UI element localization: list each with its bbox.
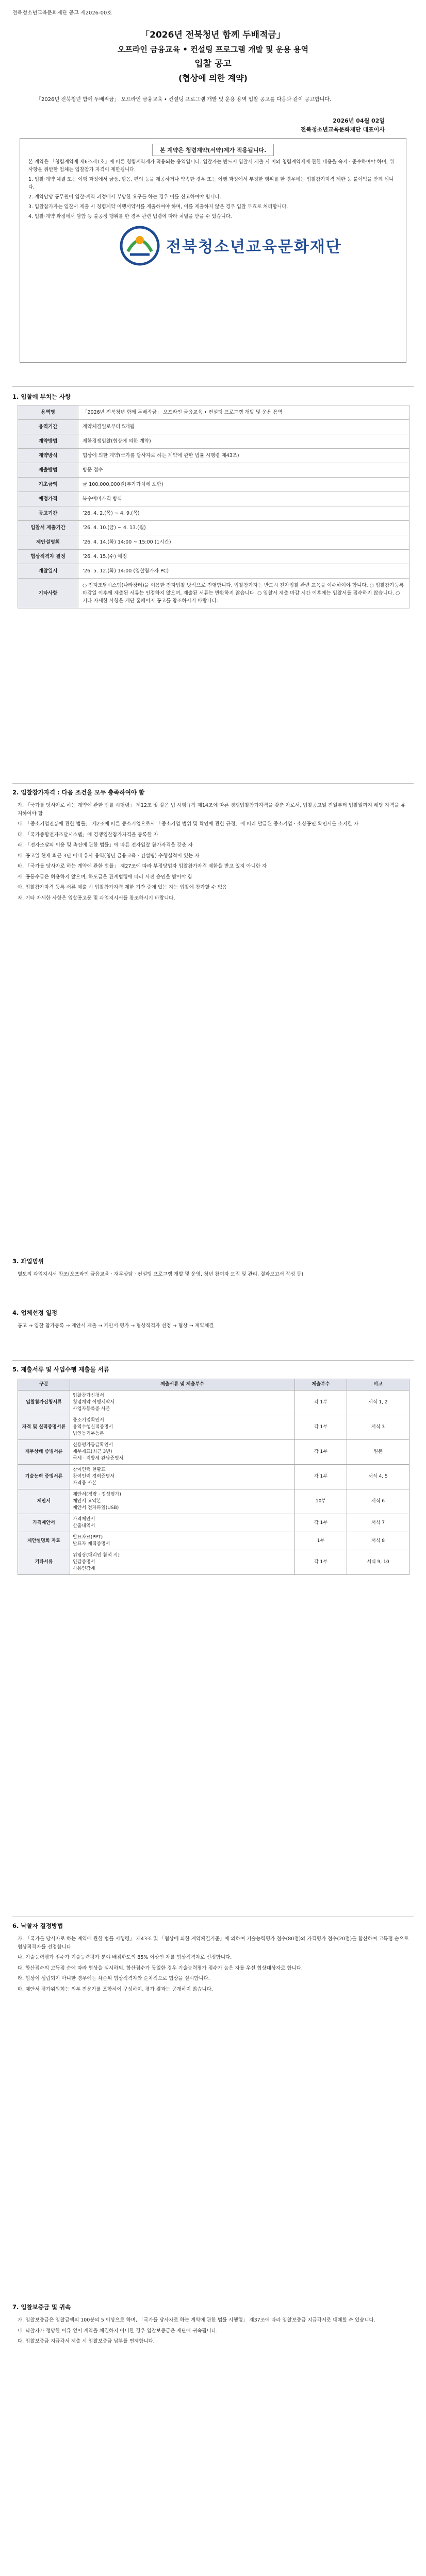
- table-row: 계약방법 제한경쟁입찰(협상에 의한 계약): [18, 434, 409, 449]
- table-row: 개찰일시 ’26. 5. 12.(화) 14:00 (입찰참가자 PC): [18, 564, 409, 579]
- divider: [12, 783, 414, 784]
- title-line-3: 입찰 공고: [194, 59, 232, 69]
- issue-date-block: [301, 116, 385, 134]
- list-item: 라. 「전자조달의 이용 및 촉진에 관한 법률」에 따른 전자입찰 참가자격을 갖춘 자: [18, 842, 193, 848]
- list-item: 사. 공동수급은 허용하지 않으며, 하도급은 관계법령에 따라 사전 승인을 받아야 함: [18, 874, 193, 880]
- integrity-rule: 2. 계약담당 공무원이 입찰·계약 과정에서 부당한 요구를 하는 경우 이를 신고하여야 합니다.: [28, 194, 221, 200]
- list-item: 자. 기타 자세한 사항은 입찰공고문 및 과업지시서를 참조하시기 바랍니다.: [18, 895, 175, 901]
- table-row: 제안설명회 자료 발표자료(PPT) 발표자 재직증명서 1부 서식 8: [18, 1532, 409, 1550]
- foundation-logo-text: 전북청소년교육문화재단: [166, 238, 342, 256]
- table-row: 기술능력 증빙서류 참여인력 현황표 참여인력 경력증명서 자격증 사본 각 1부 서식 4, 5: [18, 1465, 409, 1489]
- foundation-logo-icon: [119, 225, 161, 267]
- issue-date: 2026년 04월 02일: [333, 117, 385, 124]
- bid-info-table: [18, 405, 409, 608]
- title-line-2: 오프라인 금융교육 • 컨설팅 프로그램 개발 및 운용 용역: [117, 45, 309, 54]
- section-6-body: [18, 1935, 409, 1996]
- list-item: 라. 협상이 성립되지 아니한 경우에는 차순위 협상적격자와 순차적으로 협상을 실시합니다.: [18, 1976, 210, 1981]
- section-6-heading: 6. 낙찰자 결정방법: [12, 1922, 63, 1929]
- section-4-body: [18, 1322, 409, 1333]
- list-item: 가. 입찰보증금은 입찰금액의 100분의 5 이상으로 하며, 「국가를 당사자로 하는 계약에 관한 법률 시행령」 제37조에 따라 입찰보증금 지급각서로 대체할 수 있습니다.: [18, 2317, 375, 2323]
- section-3-heading: 3. 과업범위: [12, 1258, 44, 1265]
- integrity-rules: [28, 158, 398, 223]
- list-item: 마. 공고일 현재 최근 3년 이내 유사 용역(청년 금융교육 · 컨설팅) 수행실적이 있는 자: [18, 853, 200, 859]
- list-item: 다. 「국가종합전자조달시스템」에 경쟁입찰참가자격을 등록한 자: [18, 832, 158, 838]
- table-row: 기타서류 위임장(대리인 참석 시) 인감증명서 사용인감계 각 1부 서식 9, 10: [18, 1550, 409, 1575]
- schedule-text: 공고 → 입찰 참가등록 → 제안서 제출 → 제안서 평가 → 협상적격자 선정 → 협상 → 계약체결: [18, 1323, 214, 1329]
- table-row: 협상적격자 결정 ’26. 4. 15.(수) 예정: [18, 550, 409, 564]
- section-5-heading: 5. 제출서류 및 사업수행 제출물 서류: [12, 1366, 109, 1373]
- list-item: 마. 제안서 평가위원회는 외부 전문가를 포함하여 구성하며, 평가 결과는 공개하지 않습니다.: [18, 1986, 213, 1992]
- table-row: 용역기간 계약체결일로부터 5개월: [18, 420, 409, 434]
- title-line-4: (협상에 의한 계약): [178, 73, 248, 83]
- title-line-1: 「2026년 전북청년 함께 두배적금」: [141, 30, 285, 40]
- section-4-heading: 4. 업체선정 일정: [12, 1309, 58, 1316]
- table-row: 가격제안서 가격제안서 산출내역서 각 1부 서식 7: [18, 1514, 409, 1532]
- intro-text: 「2026년 전북청년 함께 두배적금」 오프라인 금융교육 • 컨설팅 프로그램 개발 및 운용 용역 입찰 공고를 다음과 같이 공고합니다.: [36, 97, 332, 103]
- table-row: 공고기간 ’26. 4. 2.(목) ~ 4. 9.(목): [18, 506, 409, 521]
- table-row: 입찰참가신청서류 입찰참가신청서 청렴계약 이행서약서 사업자등록증 사본 각 1부 서식 1, 2: [18, 1391, 409, 1415]
- list-item: 바. 「국가를 당사자로 하는 계약에 관한 법률」 제27조에 따라 부정당업자 입찰참가자격 제한을 받고 있지 아니한 자: [18, 863, 267, 869]
- table-row: 계약방식 협상에 의한 계약(국가를 당사자로 하는 계약에 관한 법률 시행령 제43조): [18, 449, 409, 463]
- scope-text: 별도의 과업지시서 참조(오프라인 금융교육 · 재무상담 · 컨설팅 프로그램 개발 및 운영, 청년 참여자 모집 및 관리, 결과보고서 작성 등): [18, 1272, 304, 1277]
- list-item: 나. 「중소기업진흥에 관한 법률」 제2조에 따른 중소기업으로서 「중소기업 범위 및 확인에 관한 규정」에 따라 발급된 중소기업 · 소상공인 확인서를 소지한 자: [18, 821, 359, 827]
- submission-docs-table: [18, 1379, 409, 1575]
- section-1-heading: 1. 입찰에 부치는 사항: [12, 393, 71, 400]
- table-row: 자격 및 실적증명서류 중소기업확인서 용역수행실적증명서 법인등기부등본 각 1부 서식 3: [18, 1415, 409, 1440]
- list-item: 나. 기술능력평가 점수가 기술능력평가 분야 배점한도의 85% 이상인 자를 협상적격자로 선정합니다.: [18, 1955, 232, 1960]
- integrity-notice-heading: 본 계약은 청렴계약(서약)제가 적용됩니다.: [152, 144, 274, 156]
- table-row: 재무상태 증빙서류 신용평가등급확인서 재무제표(최근 3년) 국세 · 지방세 완납증명서 각 1부 원본: [18, 1440, 409, 1465]
- issuer-name: 전북청소년교육문화재단 대표이사: [300, 126, 385, 133]
- table-row: 기초금액 금 100,000,000원(부가가치세 포함): [18, 478, 409, 492]
- list-item: 가. 「국가를 당사자로 하는 계약에 관한 법률 시행령」 제43조 및 「협상에 의한 계약체결기준」에 의하여 기술능력평가 점수(80점)와 가격평가 점수(20점)를 합산하여 고득점 순으로 협상적격자를 선정합니다.: [18, 1936, 409, 1950]
- list-item: 다. 합산점수의 고득점 순에 따라 협상을 실시하되, 합산점수가 동일한 경우 기술능력평가 점수가 높은 자를 우선 협상대상자로 합니다.: [18, 1965, 303, 1971]
- section-2-heading: 2. 입찰참가자격 : 다음 조건을 모두 충족하여야 함: [12, 789, 145, 796]
- table-header-row: 구분 제출서류 및 제출부수 제출부수 비고: [18, 1379, 409, 1391]
- table-row: 제출방법 방문 접수: [18, 463, 409, 478]
- table-row: 용역명 「2026년 전북청년 함께 두배적금」 오프라인 금융교육 • 컨설팅 프로그램 개발 및 운용 용역: [18, 405, 409, 420]
- list-item: 나. 낙찰자가 정당한 이유 없이 계약을 체결하지 아니한 경우 입찰보증금은 재단에 귀속됩니다.: [18, 2328, 218, 2334]
- table-row: 제안서 제안서(정량 · 정성평가) 제안서 요약본 제안서 전자파일(USB) 10부 서식 6: [18, 1489, 409, 1514]
- integrity-rule: 1. 입찰·계약 체결 또는 이행 과정에서 금품, 향응, 편의 등을 제공하거나 약속한 경우 또는 이행 과정에서 부정한 행위를 한 경우에는 입찰참가자격 제한 등 불이익을 받게 됩니다.: [28, 177, 394, 190]
- table-row: 기타사항 ○ 전자조달시스템(나라장터)을 이용한 전자입찰 방식으로 진행합니다. 입찰참가자는 반드시 전자입찰 관련 교육을 이수하여야 합니다. ○ 입찰참가등록 마감일 이후에 제출된 서류는 인정하지 않으며, 제출된 서류는 반환하지 않습니다. ○ 입찰서 제출 마감 시간 이후에는 입찰서를 접수하지 않습니다. ○ 기타 자세한 사항은 재단 홈페이지 공고를 참조하시기 바랍니다.: [18, 579, 409, 608]
- section-2-body: [18, 802, 409, 905]
- section-7-heading: 7. 입찰보증금 및 귀속: [12, 2303, 71, 2311]
- integrity-rule: 본 계약은 「청렴계약제 제6조제1호」에 따른 청렴계약제가 적용되는 용역입니다. 입찰자는 반드시 입찰서 제출 시 이와 청렴계약제에 관한 내용을 숙지 · 준수하여야 하며, 위 사항을 위반한 업체는 입찰참가 자격이 제한됩니다.: [28, 159, 394, 173]
- title-block: [0, 28, 426, 86]
- integrity-rule: 4. 입찰·계약 과정에서 담합 등 불공정 행위를 한 경우 관련 법령에 따라 처벌을 받을 수 있습니다.: [28, 214, 232, 219]
- divider: [12, 1360, 414, 1361]
- notice-number: 전북청소년교육문화재단 공고 제2026-00호: [12, 10, 112, 16]
- list-item: 아. 입찰참가자격 등록 서류 제출 시 입찰참가자격 제한 기간 중에 있는 자는 입찰에 참가할 수 없음: [18, 885, 227, 890]
- divider: [12, 386, 414, 387]
- foundation-logo: [119, 225, 342, 271]
- list-item: 가. 「국가를 당사자로 하는 계약에 관한 법률 시행령」 제12조 및 같은 법 시행규칙 제14조에 따른 경쟁입찰참가자격을 갖춘 자로서, 입찰공고일 전일부터 입찰일까지 해당 자격을 유지하여야 함: [18, 803, 405, 817]
- table-row: 입찰서 제출기간 ’26. 4. 10.(금) ~ 4. 13.(월): [18, 521, 409, 535]
- table-row: 제안설명회 ’26. 4. 14.(화) 14:00 ~ 15:00 (1시간): [18, 535, 409, 550]
- integrity-rule: 3. 입찰참가자는 입찰서 제출 시 청렴계약 이행서약서를 제출하여야 하며, 이를 제출하지 않은 경우 입찰 무효로 처리합니다.: [28, 204, 288, 210]
- section-3-body: [18, 1270, 409, 1281]
- section-7-body: [18, 2316, 409, 2348]
- table-row: 예정가격 복수예비가격 방식: [18, 492, 409, 506]
- list-item: 다. 입찰보증금 지급각서 제출 시 입찰보증금 납부를 면제합니다.: [18, 2338, 155, 2344]
